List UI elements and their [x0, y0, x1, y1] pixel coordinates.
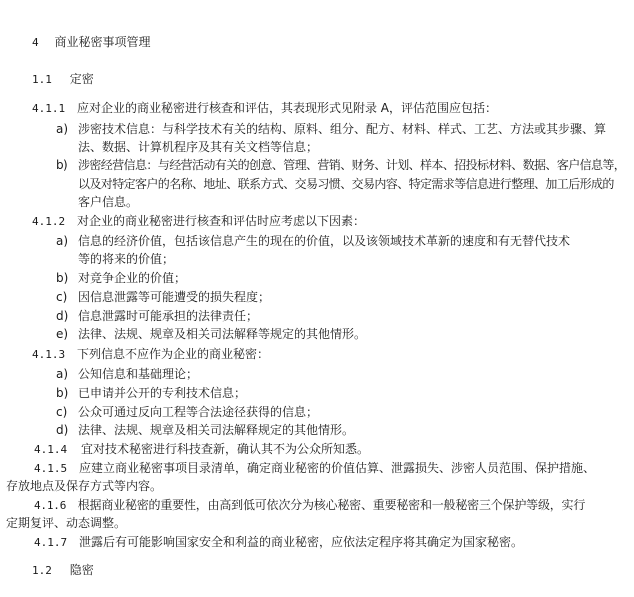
subsection-heading-1-1	[32, 71, 94, 88]
list-item-cont: 等的将来的价值；	[78, 252, 175, 266]
clause-text: 应对企业的商业秘密进行核查和评估，其表现形式见附录 A，评估范围应包括：	[76, 101, 497, 115]
list-text: 涉密技术信息：与科学技术有关的结构、原料、组分、配方、材料、样式、工艺、方法或其步骤、算	[78, 122, 607, 136]
list-label: a)	[56, 367, 69, 381]
section-title: 商业秘密事项管理	[54, 35, 151, 49]
list-label: a)	[56, 234, 69, 248]
list-label: b)	[56, 386, 69, 400]
subsection-number: 1.1	[32, 73, 52, 86]
clause-text: 泄露后有可能影响国家安全和利益的商业秘密，应依法定程序将其确定为国家秘密。	[78, 535, 523, 549]
clause-4-1-1	[32, 100, 497, 117]
list-text: 公众可通过反向工程等合法途径获得的信息；	[78, 405, 319, 419]
list-item	[56, 366, 198, 382]
clause-4-1-4	[34, 441, 369, 458]
list-item-cont: 以及对特定客户的名称、地址、联系方式、交易习惯、交易内容、特定需求等信息进行整理、加工后形成的	[78, 177, 614, 191]
clause-number: 4.1.1	[32, 102, 66, 115]
clause-number: 4.1.2	[32, 215, 66, 228]
clause-number: 4.1.5	[34, 462, 68, 475]
list-label: a)	[56, 122, 69, 136]
list-item-cont: 客户信息。	[78, 195, 139, 209]
list-item	[56, 422, 354, 438]
clause-text: 根据商业秘密的重要性，由高到低可依次分为核心秘密、重要秘密和一般秘密三个保护等级，实行	[77, 498, 586, 512]
clause-text: 宜对技术秘密进行科技查新，确认其不为公众所知悉。	[80, 442, 369, 456]
list-item	[56, 326, 366, 342]
list-item	[56, 157, 625, 173]
list-label: c)	[56, 290, 68, 304]
list-item	[56, 289, 270, 305]
clause-cont: 定期复评、动态调整。	[6, 516, 127, 530]
subsection-heading-1-2	[32, 562, 94, 579]
list-text: 涉密经营信息：与经营活动有关的创意、管理、营销、财务、计划、样本、招投标材料、数据、客户信息等，	[78, 158, 626, 172]
section-heading	[32, 34, 150, 51]
clause-4-1-2	[32, 213, 365, 230]
clause-4-1-6	[34, 497, 585, 514]
list-text: 信息的经济价值，包括该信息产生的现在的价值，以及该领域技术革新的速度和有无替代技术	[78, 234, 571, 248]
clause-4-1-7	[34, 534, 523, 551]
clause-4-1-3	[32, 346, 269, 363]
list-item	[56, 308, 258, 324]
list-label: b)	[56, 158, 68, 172]
subsection-number: 1.2	[32, 564, 52, 577]
clause-number: 4.1.7	[34, 536, 68, 549]
clause-4-1-5	[34, 460, 595, 477]
subsection-title: 定密	[69, 72, 94, 86]
list-text: 公知信息和基础理论；	[78, 367, 199, 381]
list-item	[56, 121, 606, 137]
clause-cont: 存放地点及保存方式等内容。	[6, 479, 163, 493]
list-item	[56, 385, 246, 401]
list-text: 对竞争企业的价值；	[78, 271, 187, 285]
list-label: d)	[56, 423, 69, 437]
list-text: 法律、法规、规章及相关司法解释等规定的其他情形。	[78, 327, 367, 341]
section-number: 4	[32, 36, 39, 49]
clause-text: 应建立商业秘密事项目录清单，确定商业秘密的价值估算、泄露损失、涉密人员范围、保护措施、	[78, 461, 595, 475]
list-label: c)	[56, 405, 68, 419]
list-item	[56, 404, 318, 420]
list-text: 信息泄露时可能承担的法律责任；	[78, 309, 259, 323]
list-text: 已申请并公开的专利技术信息；	[78, 386, 247, 400]
clause-text: 下列信息不应作为企业的商业秘密：	[76, 347, 269, 361]
subsection-title: 隐密	[69, 563, 94, 577]
list-label: d)	[56, 309, 69, 323]
clause-number: 4.1.6	[34, 499, 67, 512]
list-item	[56, 233, 570, 249]
clause-number: 4.1.4	[34, 443, 68, 456]
clause-text: 对企业的商业秘密进行核查和评估时应考虑以下因素：	[76, 214, 365, 228]
list-text: 因信息泄露等可能遭受的损失程度；	[78, 290, 271, 304]
list-item-cont: 法、数据、计算机程序及其有关文档等信息；	[78, 140, 319, 154]
list-label: e)	[56, 327, 69, 341]
list-item	[56, 270, 186, 286]
clause-number: 4.1.3	[32, 348, 66, 361]
list-text: 法律、法规、规章及相关司法解释规定的其他情形。	[78, 423, 355, 437]
list-label: b)	[56, 271, 69, 285]
